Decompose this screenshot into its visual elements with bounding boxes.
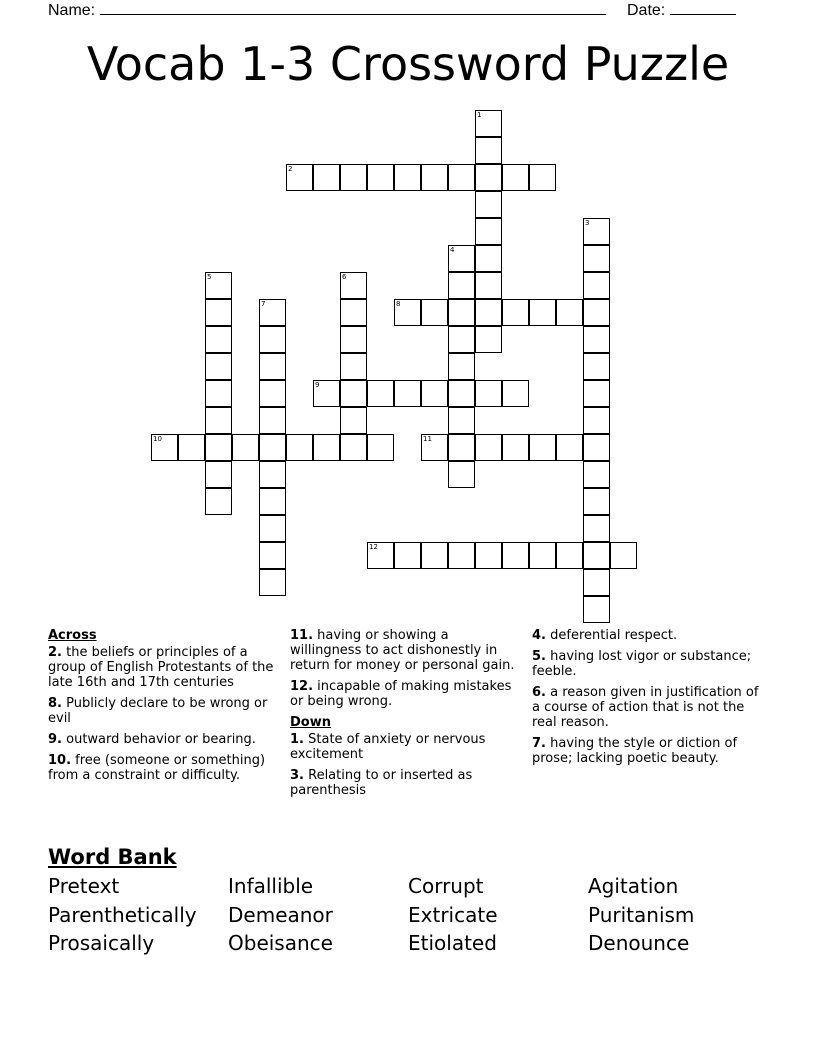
grid-cell[interactable]	[259, 515, 286, 542]
grid-cell[interactable]	[394, 299, 421, 326]
clue-number: 8.	[48, 696, 62, 711]
grid-cell[interactable]	[502, 164, 529, 191]
grid-cell[interactable]	[529, 164, 556, 191]
grid-cell[interactable]	[448, 299, 475, 326]
grid-cell[interactable]	[259, 569, 286, 596]
grid-cell[interactable]	[448, 326, 475, 353]
grid-cell[interactable]	[556, 542, 583, 569]
grid-cell[interactable]	[475, 380, 502, 407]
down-clue-4	[532, 628, 768, 643]
grid-cell[interactable]	[286, 434, 313, 461]
clue-number: 2.	[48, 645, 62, 660]
clue-text: deferential respect.	[550, 628, 678, 643]
grid-cell[interactable]	[529, 542, 556, 569]
word-bank-item: Extricate	[408, 903, 498, 927]
grid-cell[interactable]	[583, 407, 610, 434]
word-bank-item: Obeisance	[228, 931, 333, 955]
grid-cell[interactable]	[475, 137, 502, 164]
down-clue-7	[532, 736, 768, 766]
clue-number-label: 5	[207, 273, 212, 281]
grid-cell[interactable]	[421, 299, 448, 326]
grid-cell[interactable]	[151, 434, 178, 461]
grid-cell[interactable]	[394, 164, 421, 191]
across-clue-2	[48, 645, 284, 690]
grid-cell[interactable]	[475, 191, 502, 218]
grid-cell[interactable]	[340, 353, 367, 380]
clues-column-1	[48, 628, 284, 789]
grid-cell[interactable]	[205, 272, 232, 299]
clue-number: 7.	[532, 736, 546, 751]
grid-cell[interactable]	[340, 164, 367, 191]
clue-number-label: 10	[153, 435, 162, 443]
clue-number: 1.	[290, 732, 304, 747]
word-bank-title: Word Bank	[48, 845, 177, 869]
grid-cell[interactable]	[475, 272, 502, 299]
grid-cell[interactable]	[232, 434, 259, 461]
grid-cell[interactable]	[340, 272, 367, 299]
grid-cell[interactable]	[502, 299, 529, 326]
grid-cell[interactable]	[340, 380, 367, 407]
grid-cell[interactable]	[475, 299, 502, 326]
grid-cell[interactable]	[583, 515, 610, 542]
grid-cell[interactable]	[286, 164, 313, 191]
clue-number: 5.	[532, 649, 546, 664]
grid-cell[interactable]	[259, 542, 286, 569]
clue-number: 10.	[48, 753, 72, 768]
grid-cell[interactable]	[583, 218, 610, 245]
grid-cell[interactable]	[475, 110, 502, 137]
grid-cell[interactable]	[259, 353, 286, 380]
word-bank-item: Demeanor	[228, 903, 333, 927]
clue-number: 3.	[290, 768, 304, 783]
grid-cell[interactable]	[259, 461, 286, 488]
grid-cell[interactable]	[583, 596, 610, 623]
across-clue-12	[290, 679, 522, 709]
clue-number-label: 3	[585, 219, 590, 227]
grid-cell[interactable]	[556, 299, 583, 326]
down-clue-3	[290, 768, 522, 798]
across-clue-9	[48, 732, 284, 747]
grid-cell[interactable]	[340, 326, 367, 353]
grid-cell[interactable]	[448, 353, 475, 380]
clue-number-label: 9	[315, 381, 320, 389]
down-clue-5	[532, 649, 768, 679]
date-label: Date:	[627, 2, 666, 19]
clue-text: outward behavior or bearing.	[66, 732, 256, 747]
grid-cell[interactable]	[421, 380, 448, 407]
grid-cell[interactable]	[394, 542, 421, 569]
grid-cell[interactable]	[259, 434, 286, 461]
grid-cell[interactable]	[340, 434, 367, 461]
down-clue-1	[290, 732, 522, 762]
grid-cell[interactable]	[448, 380, 475, 407]
word-bank-item: Corrupt	[408, 874, 484, 898]
grid-cell[interactable]	[475, 326, 502, 353]
grid-cell[interactable]	[259, 299, 286, 326]
grid-cell[interactable]	[421, 164, 448, 191]
grid-cell[interactable]	[205, 434, 232, 461]
clue-number-label: 1	[477, 111, 482, 119]
word-bank-item: Prosaically	[48, 931, 155, 955]
word-bank-item: Infallible	[228, 874, 314, 898]
name-label: Name:	[48, 2, 96, 19]
grid-cell[interactable]	[583, 569, 610, 596]
clue-text: having or showing a willingness to act dishonestly in return for money or personal gain.	[290, 628, 515, 673]
clue-number: 4.	[532, 628, 546, 643]
grid-cell[interactable]	[367, 434, 394, 461]
clues-column-3	[532, 628, 768, 772]
grid-cell[interactable]	[367, 164, 394, 191]
word-bank-item: Pretext	[48, 874, 120, 898]
grid-cell[interactable]	[502, 434, 529, 461]
grid-cell[interactable]	[259, 326, 286, 353]
down-heading: Down	[290, 715, 331, 730]
grid-cell[interactable]	[367, 380, 394, 407]
clue-number-label: 8	[396, 300, 401, 308]
grid-cell[interactable]	[475, 542, 502, 569]
grid-cell[interactable]	[583, 461, 610, 488]
word-bank-item: Parenthetically	[48, 903, 197, 927]
grid-cell[interactable]	[448, 461, 475, 488]
grid-cell[interactable]	[205, 299, 232, 326]
grid-cell[interactable]	[583, 353, 610, 380]
clue-number-label: 12	[369, 543, 378, 551]
grid-cell[interactable]	[421, 434, 448, 461]
word-bank-item: Denounce	[588, 931, 690, 955]
grid-cell[interactable]	[259, 407, 286, 434]
grid-cell[interactable]	[583, 326, 610, 353]
grid-cell[interactable]	[583, 488, 610, 515]
word-bank-item: Agitation	[588, 874, 679, 898]
grid-cell[interactable]	[502, 380, 529, 407]
grid-cell[interactable]	[205, 380, 232, 407]
clue-text: having the style or diction of prose; lacking poetic beauty.	[532, 736, 738, 766]
word-bank-item: Etiolated	[408, 931, 497, 955]
grid-cell[interactable]	[502, 542, 529, 569]
grid-cell[interactable]	[340, 299, 367, 326]
grid-cell[interactable]	[610, 542, 637, 569]
clue-text: Publicly declare to be wrong or evil	[48, 696, 268, 726]
clue-number-label: 6	[342, 273, 347, 281]
grid-cell[interactable]	[205, 461, 232, 488]
word-bank-item: Puritanism	[588, 903, 695, 927]
clue-text: Relating to or inserted as parenthesis	[290, 768, 473, 798]
grid-cell[interactable]	[475, 164, 502, 191]
grid-cell[interactable]	[475, 434, 502, 461]
clue-text: State of anxiety or nervous excitement	[290, 732, 486, 762]
grid-cell[interactable]	[394, 380, 421, 407]
clue-text: free (someone or something) from a constraint or difficulty.	[48, 753, 266, 783]
grid-cell[interactable]	[205, 407, 232, 434]
grid-cell[interactable]	[448, 407, 475, 434]
grid-cell[interactable]	[178, 434, 205, 461]
grid-cell[interactable]	[583, 380, 610, 407]
grid-cell[interactable]	[340, 407, 367, 434]
grid-cell[interactable]	[313, 380, 340, 407]
grid-cell[interactable]	[448, 542, 475, 569]
grid-cell[interactable]	[205, 488, 232, 515]
clue-text: incapable of making mistakes or being wrong.	[290, 679, 512, 709]
clues-column-2	[290, 628, 522, 804]
grid-cell[interactable]	[475, 245, 502, 272]
grid-cell[interactable]	[529, 434, 556, 461]
grid-cell[interactable]	[448, 245, 475, 272]
clue-number-label: 2	[288, 165, 293, 173]
clue-text: having lost vigor or substance; feeble.	[532, 649, 752, 679]
grid-cell[interactable]	[259, 380, 286, 407]
grid-cell[interactable]	[448, 164, 475, 191]
grid-cell[interactable]	[583, 245, 610, 272]
grid-cell[interactable]	[529, 299, 556, 326]
clue-number: 9.	[48, 732, 62, 747]
grid-cell[interactable]	[583, 542, 610, 569]
page-title: Vocab 1-3 Crossword Puzzle	[86, 37, 730, 91]
grid-cell[interactable]	[448, 434, 475, 461]
across-clue-8	[48, 696, 284, 726]
grid-cell[interactable]	[313, 434, 340, 461]
grid-cell[interactable]	[448, 272, 475, 299]
down-clue-6	[532, 685, 768, 730]
clue-text: a reason given in justification of a course of action that is not the real reason.	[532, 685, 759, 730]
grid-cell[interactable]	[556, 434, 583, 461]
grid-cell[interactable]	[205, 326, 232, 353]
across-clue-11	[290, 628, 522, 673]
grid-cell[interactable]	[259, 488, 286, 515]
clue-number: 11.	[290, 628, 314, 643]
across-heading: Across	[48, 628, 97, 643]
clue-text: the beliefs or principles of a group of English Protestants of the late 16th and 17th centuries	[48, 645, 274, 690]
grid-cell[interactable]	[475, 218, 502, 245]
clue-number: 12.	[290, 679, 314, 694]
grid-cell[interactable]	[583, 434, 610, 461]
grid-cell[interactable]	[205, 353, 232, 380]
grid-cell[interactable]	[583, 299, 610, 326]
clue-number-label: 7	[261, 300, 266, 308]
clue-number-label: 11	[423, 435, 432, 443]
clue-number: 6.	[532, 685, 546, 700]
grid-cell[interactable]	[583, 272, 610, 299]
grid-cell[interactable]	[421, 542, 448, 569]
across-clue-10	[48, 753, 284, 783]
grid-cell[interactable]	[367, 542, 394, 569]
clue-number-label: 4	[450, 246, 455, 254]
grid-cell[interactable]	[313, 164, 340, 191]
